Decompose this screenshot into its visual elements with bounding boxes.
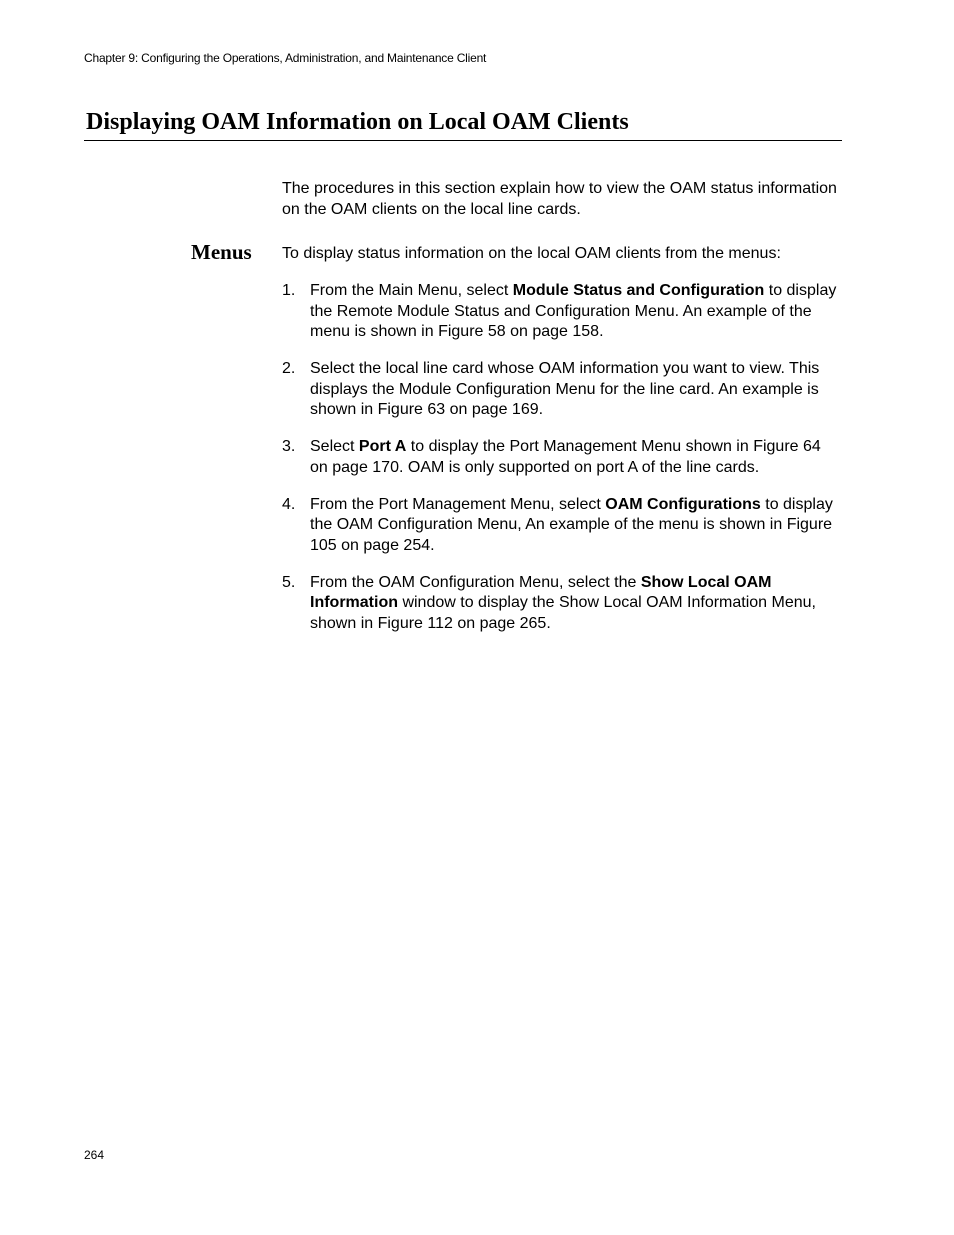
step-text-pre: Select the local line card whose OAM information you want to view. This displays the Module Configuration Menu for the line card. An example is shown in Figure 63 on page 169.: [310, 360, 820, 418]
page-number: 264: [84, 1148, 105, 1162]
step-text-post: to display the Port Management Menu shown in Figure 64 on page 170. OAM is only supported on port A of the line cards.: [310, 438, 821, 476]
step-text-post: to display the Remote Module Status and Configuration Menu. An example of the menu is shown in Figure 58 on page 158.: [310, 282, 837, 340]
title-rule: [84, 140, 842, 141]
section-title: Displaying OAM Information on Local OAM Clients: [86, 109, 629, 135]
step-number: 1.: [282, 282, 296, 299]
step-text-pre: From the Main Menu, select: [310, 282, 513, 299]
step-item-1: [282, 281, 842, 343]
step-text-bold: Port A: [358, 438, 407, 455]
step-text: [310, 359, 842, 421]
step-text-post: window to display the Show Local OAM Information Menu, shown in Figure 112 on page 265.: [310, 594, 816, 632]
menus-heading: Menus: [191, 240, 252, 264]
step-text: [310, 495, 842, 557]
menus-lead-paragraph: To display status information on the local OAM clients from the menus:: [282, 245, 781, 262]
step-number: 2.: [282, 360, 296, 377]
step-item-2: [282, 359, 842, 421]
step-text-pre: Select: [310, 438, 359, 455]
step-number: 3.: [282, 438, 296, 455]
step-text: [310, 281, 842, 343]
step-item-4: [282, 495, 842, 557]
step-text-post: to display the OAM Configuration Menu, An example of the menu is shown in Figure 105 on page 254.: [310, 495, 833, 554]
step-text-pre: From the Port Management Menu, select: [310, 495, 606, 513]
step-number: 4.: [282, 495, 296, 513]
step-text-bold: Show Local OAM Information: [310, 573, 772, 611]
intro-paragraph: The procedures in this section explain how to view the OAM status information on the OAM clients on the local line cards.: [282, 180, 837, 218]
steps-list: [282, 281, 842, 651]
running-header: Chapter 9: Configuring the Operations, Administration, and Maintenance Client: [84, 51, 487, 65]
step-text-pre: From the OAM Configuration Menu, select the: [310, 573, 641, 591]
step-text-bold: Module Status and Configuration: [512, 282, 765, 299]
step-number: 5.: [282, 573, 296, 591]
step-text-bold: OAM Configurations: [605, 495, 761, 513]
step-text: [310, 573, 842, 635]
step-text: [310, 437, 842, 478]
step-item-5: [282, 573, 842, 635]
step-item-3: [282, 437, 842, 478]
